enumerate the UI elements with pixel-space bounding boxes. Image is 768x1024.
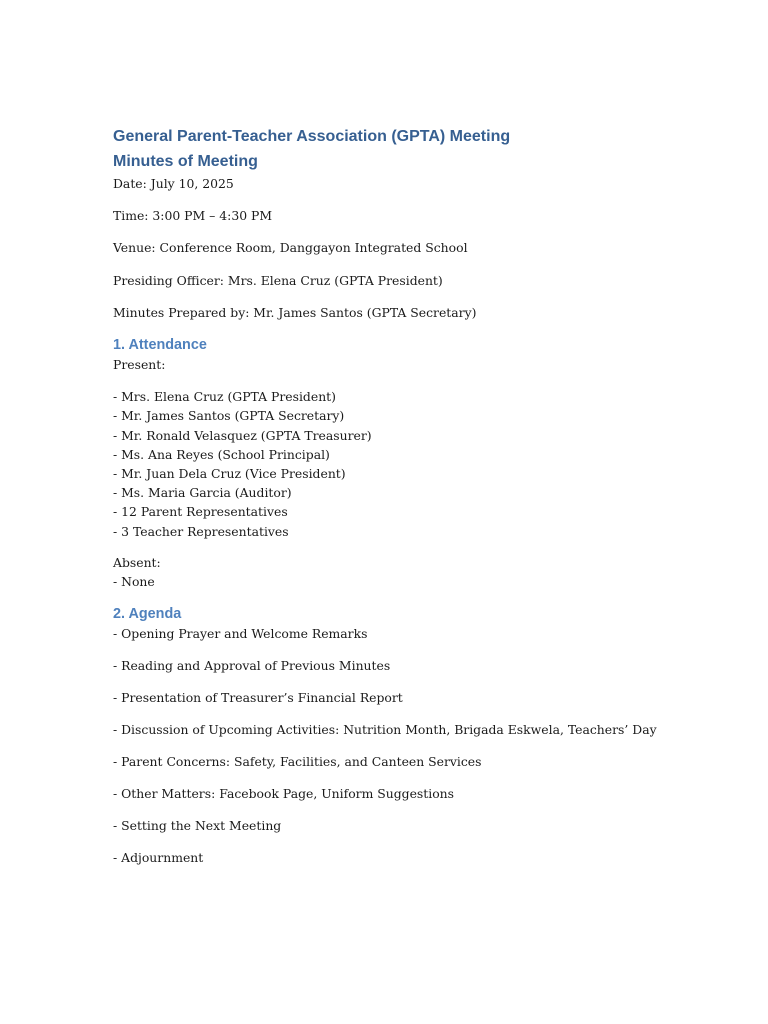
minutes-prepared-by: Minutes Prepared by: Mr. James Santos (GPTA Secretary) [113, 304, 477, 320]
document-title: General Parent-Teacher Association (GPTA) Meeting [113, 128, 511, 145]
meeting-venue: Venue: Conference Room, Danggayon Integrated School [113, 240, 468, 256]
absent-list [113, 572, 733, 591]
absent-label: Absent: [113, 554, 161, 570]
agenda-heading: 2. Agenda [113, 606, 182, 623]
list-item: - Adjournment [113, 850, 204, 866]
meeting-time: Time: 3:00 PM – 4:30 PM [113, 208, 273, 224]
list-item: - Parent Concerns: Safety, Facilities, and Canteen Services [113, 754, 482, 770]
list-item: - Other Matters: Facebook Page, Uniform Suggestions [113, 786, 455, 802]
list-item: - 3 Teacher Representatives [113, 523, 289, 539]
list-item: - Setting the Next Meeting [113, 818, 282, 834]
list-item: - Opening Prayer and Welcome Remarks [113, 626, 368, 642]
present-label: Present: [113, 357, 166, 373]
list-item: - Ms. Maria Garcia (Auditor) [113, 485, 292, 501]
list-item: - Mr. James Santos (GPTA Secretary) [113, 408, 345, 424]
list-item: - Mrs. Elena Cruz (GPTA President) [113, 389, 336, 405]
attendance-heading: 1. Attendance [113, 337, 207, 354]
agenda-list [113, 624, 733, 867]
document-subtitle: Minutes of Meeting [113, 153, 258, 170]
list-item: - Mr. Juan Dela Cruz (Vice President) [113, 466, 346, 482]
presiding-officer: Presiding Officer: Mrs. Elena Cruz (GPTA President) [113, 272, 443, 288]
present-list [113, 387, 733, 541]
meeting-date: Date: July 10, 2025 [113, 176, 234, 191]
list-item: - 12 Parent Representatives [113, 504, 288, 520]
document-page [113, 124, 733, 867]
list-item: - Presentation of Treasurer’s Financial Report [113, 690, 403, 706]
list-item: - Reading and Approval of Previous Minutes [113, 658, 391, 674]
list-item: - None [113, 574, 155, 590]
list-item: - Ms. Ana Reyes (School Principal) [113, 446, 330, 462]
list-item: - Mr. Ronald Velasquez (GPTA Treasurer) [113, 427, 372, 443]
list-item: - Discussion of Upcoming Activities: Nutrition Month, Brigada Eskwela, Teachers’ Day [113, 722, 657, 738]
